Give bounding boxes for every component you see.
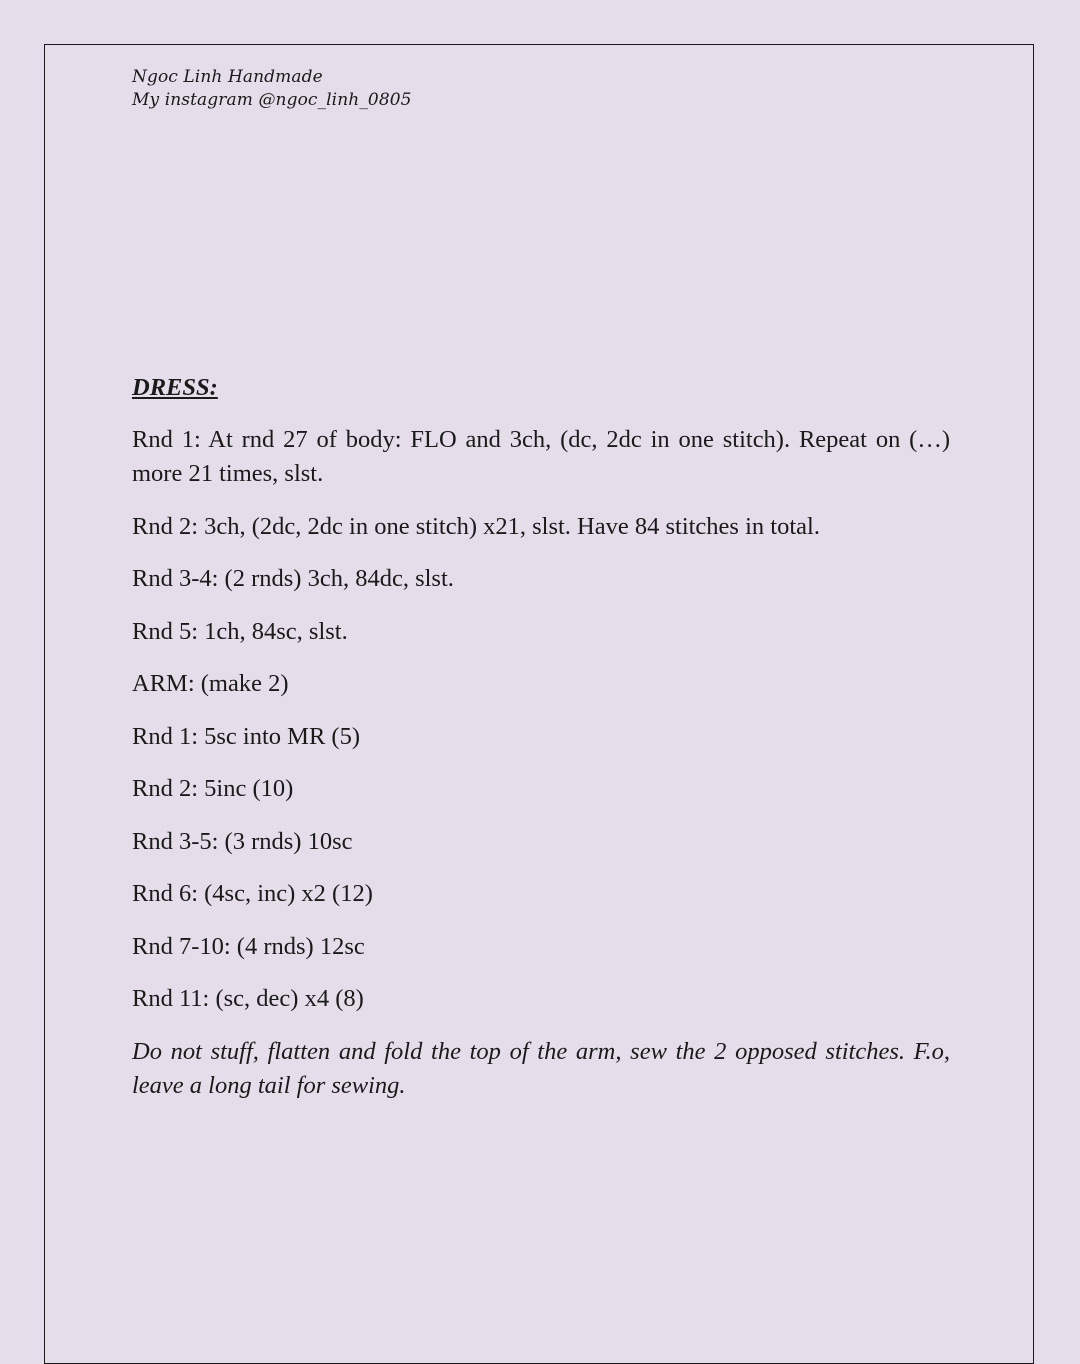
page-header [132, 66, 412, 112]
dress-section-title: DRESS: [132, 374, 218, 401]
arm-round-3-5: Rnd 3-5: (3 rnds) 10sc [132, 827, 353, 855]
author-name: Ngoc Linh Handmade [132, 67, 323, 87]
arm-round-2: Rnd 2: 5inc (10) [132, 775, 294, 802]
dress-round-1: Rnd 1: At rnd 27 of body: FLO and 3ch, (dc, 2dc in one stitch). Repeat on (…) more 21 times, slst. [132, 426, 950, 487]
pattern-content [132, 371, 950, 1103]
dress-round-2: Rnd 2: 3ch, (2dc, 2dc in one stitch) x21, slst. Have 84 stitches in total. [132, 512, 820, 540]
arm-round-1: Rnd 1: 5sc into MR (5) [132, 722, 360, 750]
arm-round-6: Rnd 6: (4sc, inc) x2 (12) [132, 880, 373, 907]
arm-round-7-10: Rnd 7-10: (4 rnds) 12sc [132, 932, 365, 960]
instagram-handle: My instagram @ngoc_linh_0805 [132, 90, 412, 110]
arm-round-11: Rnd 11: (sc, dec) x4 (8) [132, 985, 364, 1012]
dress-round-5: Rnd 5: 1ch, 84sc, slst. [132, 617, 348, 645]
document-page [44, 44, 1034, 1364]
dress-round-3-4: Rnd 3-4: (2 rnds) 3ch, 84dc, slst. [132, 565, 454, 592]
arm-section-title: ARM: (make 2) [132, 670, 289, 697]
arm-finishing-note: Do not stuff, flatten and fold the top of the arm, sew the 2 opposed stitches. F.o, leave a long tail for sewing. [132, 1037, 950, 1099]
